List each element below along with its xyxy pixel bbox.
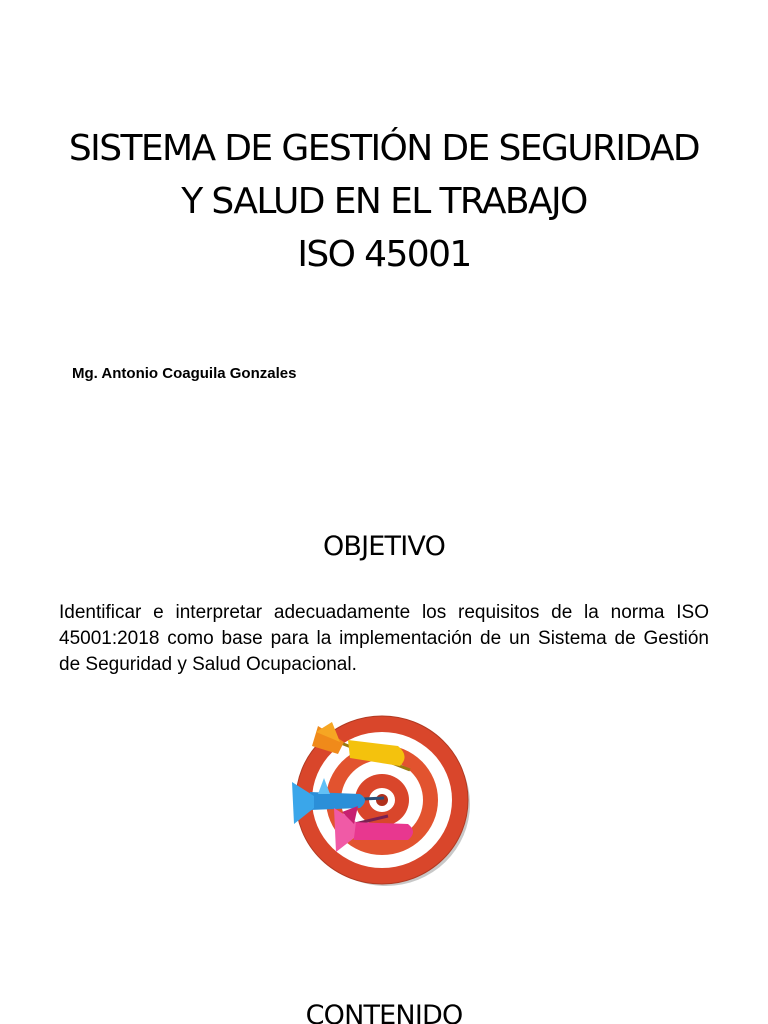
document-title [0, 122, 768, 281]
objective-heading: OBJETIVO [322, 531, 446, 562]
title-line-2: Y SALUD EN EL TRABAJO [181, 181, 587, 222]
dartboard-illustration [288, 712, 478, 892]
title-line-1: SISTEMA DE GESTIÓN DE SEGURIDAD [68, 128, 700, 169]
author-name: Mg. Antonio Coaguila Gonzales [72, 365, 297, 382]
title-line-3: ISO 45001 [297, 234, 471, 275]
objective-text: Identificar e interpretar adecuadamente los requisitos de la norma ISO 45001:2018 como base para la implementación de un Sistema de Gestión de Seguridad y Salud Ocupacional. [59, 602, 709, 675]
dartboard-target-icon [288, 712, 478, 892]
contents-heading: CONTENIDO [305, 1000, 463, 1024]
